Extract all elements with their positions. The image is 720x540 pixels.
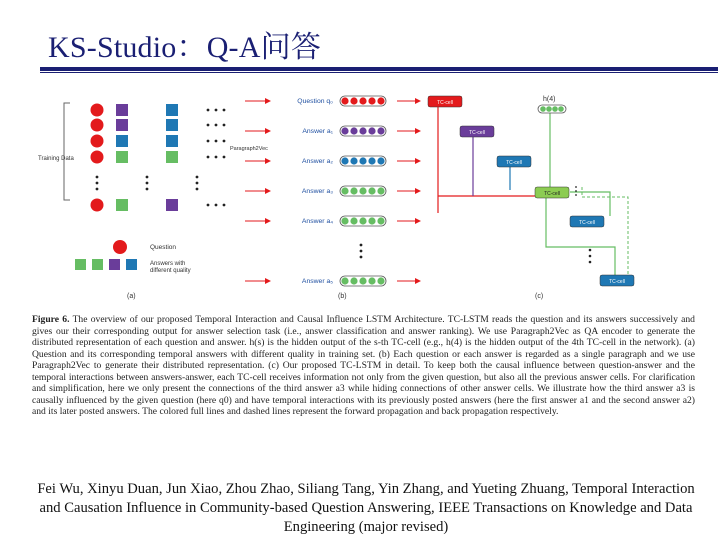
embedding-unit <box>359 157 366 164</box>
embedding-unit <box>368 187 375 194</box>
grid-ellipsis-dot <box>207 109 210 112</box>
network-ellipsis-dot <box>575 194 577 196</box>
citation: Fei Wu, Xinyu Duan, Jun Xiao, Zhou Zhao, Siliang Tang, Yin Zhang, and Yueting Zhuang, Temporal Interaction and Causation Influence in Community-based Question Answering, IEEE Transactions on Knowledge and Data Engineering (major revised) <box>37 481 695 535</box>
grid-ellipsis-dot <box>215 204 218 207</box>
bracket <box>64 103 70 200</box>
encoder-ellipsis-dot <box>360 244 363 247</box>
embedding-unit <box>368 157 375 164</box>
network-ellipsis-dot <box>575 186 577 188</box>
panel-b-label: (b) <box>338 293 347 300</box>
encoder-item-label: Question q₀ <box>297 98 333 105</box>
embedding-unit <box>377 127 384 134</box>
grid-ellipsis-dot <box>196 188 199 191</box>
legend-answers-label: Answers with different quality <box>150 261 191 274</box>
grid-ellipsis-dot <box>146 176 149 179</box>
embedding-unit <box>350 97 357 104</box>
grid-ellipsis-dot <box>215 109 218 112</box>
embedding-unit <box>350 157 357 164</box>
encoder-ellipsis-dot <box>360 250 363 253</box>
grid-ellipsis-dot <box>196 182 199 185</box>
grid-ellipsis-dot <box>96 188 99 191</box>
network-ellipsis-dot <box>589 249 592 252</box>
caption-lead: Figure 6. <box>32 314 70 325</box>
h4-unit <box>552 106 558 112</box>
grid-ellipsis-dot <box>223 124 226 127</box>
training-data-label: Training Data <box>38 156 74 162</box>
embedding-unit <box>359 127 366 134</box>
encoder-label: Paragraph2Vec <box>230 146 268 152</box>
embedding-unit <box>350 277 357 284</box>
grid-answer-square <box>116 135 128 147</box>
tc-cell-label: TC-cell <box>437 100 453 106</box>
grid-answer-square <box>116 119 128 131</box>
legend-answer-square <box>92 259 103 270</box>
panel-c-label: (c) <box>535 293 544 300</box>
figure-caption <box>32 314 695 418</box>
h4-unit <box>540 106 546 112</box>
grid-ellipsis-dot <box>207 124 210 127</box>
embedding-unit <box>341 97 348 104</box>
embedding-unit <box>341 157 348 164</box>
grid-answer-square <box>166 104 178 116</box>
embedding-unit <box>377 217 384 224</box>
grid-question-dot <box>91 199 104 212</box>
embedding-unit <box>359 277 366 284</box>
grid-ellipsis-dot <box>146 188 149 191</box>
grid-ellipsis-dot <box>223 204 226 207</box>
embedding-unit <box>359 217 366 224</box>
grid-answer-square <box>166 199 178 211</box>
panel-a <box>38 103 225 300</box>
embedding-unit <box>350 217 357 224</box>
grid-question-dot <box>91 135 104 148</box>
h4-label: h(4) <box>543 96 556 103</box>
embedding-unit <box>341 127 348 134</box>
network-ellipsis-dot <box>575 190 577 192</box>
h4-unit <box>558 106 564 112</box>
title-underline <box>40 67 718 71</box>
legend-answer-square <box>75 259 86 270</box>
encoder-item-label: Answer a₅ <box>301 278 333 285</box>
embedding-unit <box>368 217 375 224</box>
embedding-unit <box>359 97 366 104</box>
slide-title: KS-Studio：Q-A问答 <box>48 31 322 64</box>
embedding-unit <box>359 187 366 194</box>
encoder-items <box>245 96 420 286</box>
panel-c <box>428 96 634 300</box>
embedding-unit <box>341 277 348 284</box>
grid-ellipsis-dot <box>215 156 218 159</box>
legend-answer-squares <box>75 259 137 270</box>
network-ellipsis-dot <box>589 255 592 258</box>
grid-answer-square <box>166 151 178 163</box>
edge-a3-forward <box>546 197 615 275</box>
grid-ellipsis-dot <box>146 182 149 185</box>
tc-cell-label: TC-cell <box>579 220 595 226</box>
grid-question-dot <box>91 104 104 117</box>
grid-question-dot <box>91 151 104 164</box>
grid-question-dot <box>91 119 104 132</box>
embedding-unit <box>341 187 348 194</box>
network-ellipsis-dot <box>589 261 592 264</box>
grid-ellipsis-dot <box>96 176 99 179</box>
encoder-ellipsis-dot <box>360 256 363 259</box>
grid-ellipsis-dot <box>196 176 199 179</box>
training-grid <box>91 104 226 212</box>
encoder-item-label: Answer a₄ <box>301 218 333 225</box>
legend-question-dot <box>113 240 127 254</box>
grid-ellipsis-dot <box>215 140 218 143</box>
grid-answer-square <box>166 135 178 147</box>
embedding-unit <box>350 127 357 134</box>
grid-ellipsis-dot <box>223 156 226 159</box>
grid-ellipsis-dot <box>207 140 210 143</box>
encoder-item-label: Answer a₂ <box>302 158 333 165</box>
figure-diagram <box>30 85 690 300</box>
embedding-unit <box>368 97 375 104</box>
tc-cell-label: TC-cell <box>469 130 485 136</box>
embedding-unit <box>341 217 348 224</box>
grid-answer-square <box>116 199 128 211</box>
grid-ellipsis-dot <box>223 140 226 143</box>
legend-answer-square <box>126 259 137 270</box>
grid-ellipsis-dot <box>207 204 210 207</box>
grid-ellipsis-dot <box>215 124 218 127</box>
grid-ellipsis-dot <box>207 156 210 159</box>
encoder-item-label: Answer a₁ <box>302 128 333 135</box>
embedding-unit <box>377 157 384 164</box>
grid-answer-square <box>116 151 128 163</box>
tc-lstm-network <box>428 96 634 286</box>
grid-ellipsis-dot <box>96 182 99 185</box>
embedding-unit <box>377 277 384 284</box>
encoder-item-label: Answer a₃ <box>301 188 333 195</box>
grid-ellipsis-dot <box>223 109 226 112</box>
embedding-unit <box>350 187 357 194</box>
caption-text: The overview of our proposed Temporal Interaction and Causal Influence LSTM Architecture. TC-LSTM reads the question and its answers successively and gives our their corresponding output for answer selection task (i.e., answer classification and answer ranking). We use Paragraph2Vec as QA encoder to generate the distributed representation of each question and answer. h(s) is the hidden output of the s-th TC-cell (e.g., h(4) is the hidden output of the 4th TC-cell in the network). (a) Question and its corresponding temporal answers with different quality in training set. (b) Each question or each answer is regarded as a single paragraph and we use Paragraph2Vec to generate their distributed representation. (c) Our proposed TC-LSTM in detail. To keep both the causal influence between question-answer and the temporal interactions between answers-answer, each TC-cell receives information not only from the given question, but also all the previous answer cells. For clarification and simplification, here we only present the connections of the third answer a3 while hiding connections of other answer cells. We illustrate how the third answer a3 is causally influenced by the given question (here q0) and have temporal interactions with its previously posted answers (here the first answer a1 and the second answer a2) and its later posted answers. The colored full lines and dashed lines represent the forward propagation and back propagation respectively. <box>32 314 695 417</box>
tc-cell-label: TC-cell <box>506 160 522 166</box>
embedding-unit <box>377 187 384 194</box>
embedding-unit <box>368 277 375 284</box>
embedding-unit <box>368 127 375 134</box>
embedding-unit <box>377 97 384 104</box>
panel-b <box>230 96 420 300</box>
panel-a-label: (a) <box>127 293 136 300</box>
legend-answer-square <box>109 259 120 270</box>
title-underline-thin <box>40 72 718 73</box>
grid-answer-square <box>166 119 178 131</box>
legend-question-label: Question <box>150 244 177 251</box>
h4-unit <box>546 106 552 112</box>
tc-cell-label: TC-cell <box>609 279 625 285</box>
tc-cell-label: TC-cell <box>544 191 560 197</box>
grid-answer-square <box>116 104 128 116</box>
